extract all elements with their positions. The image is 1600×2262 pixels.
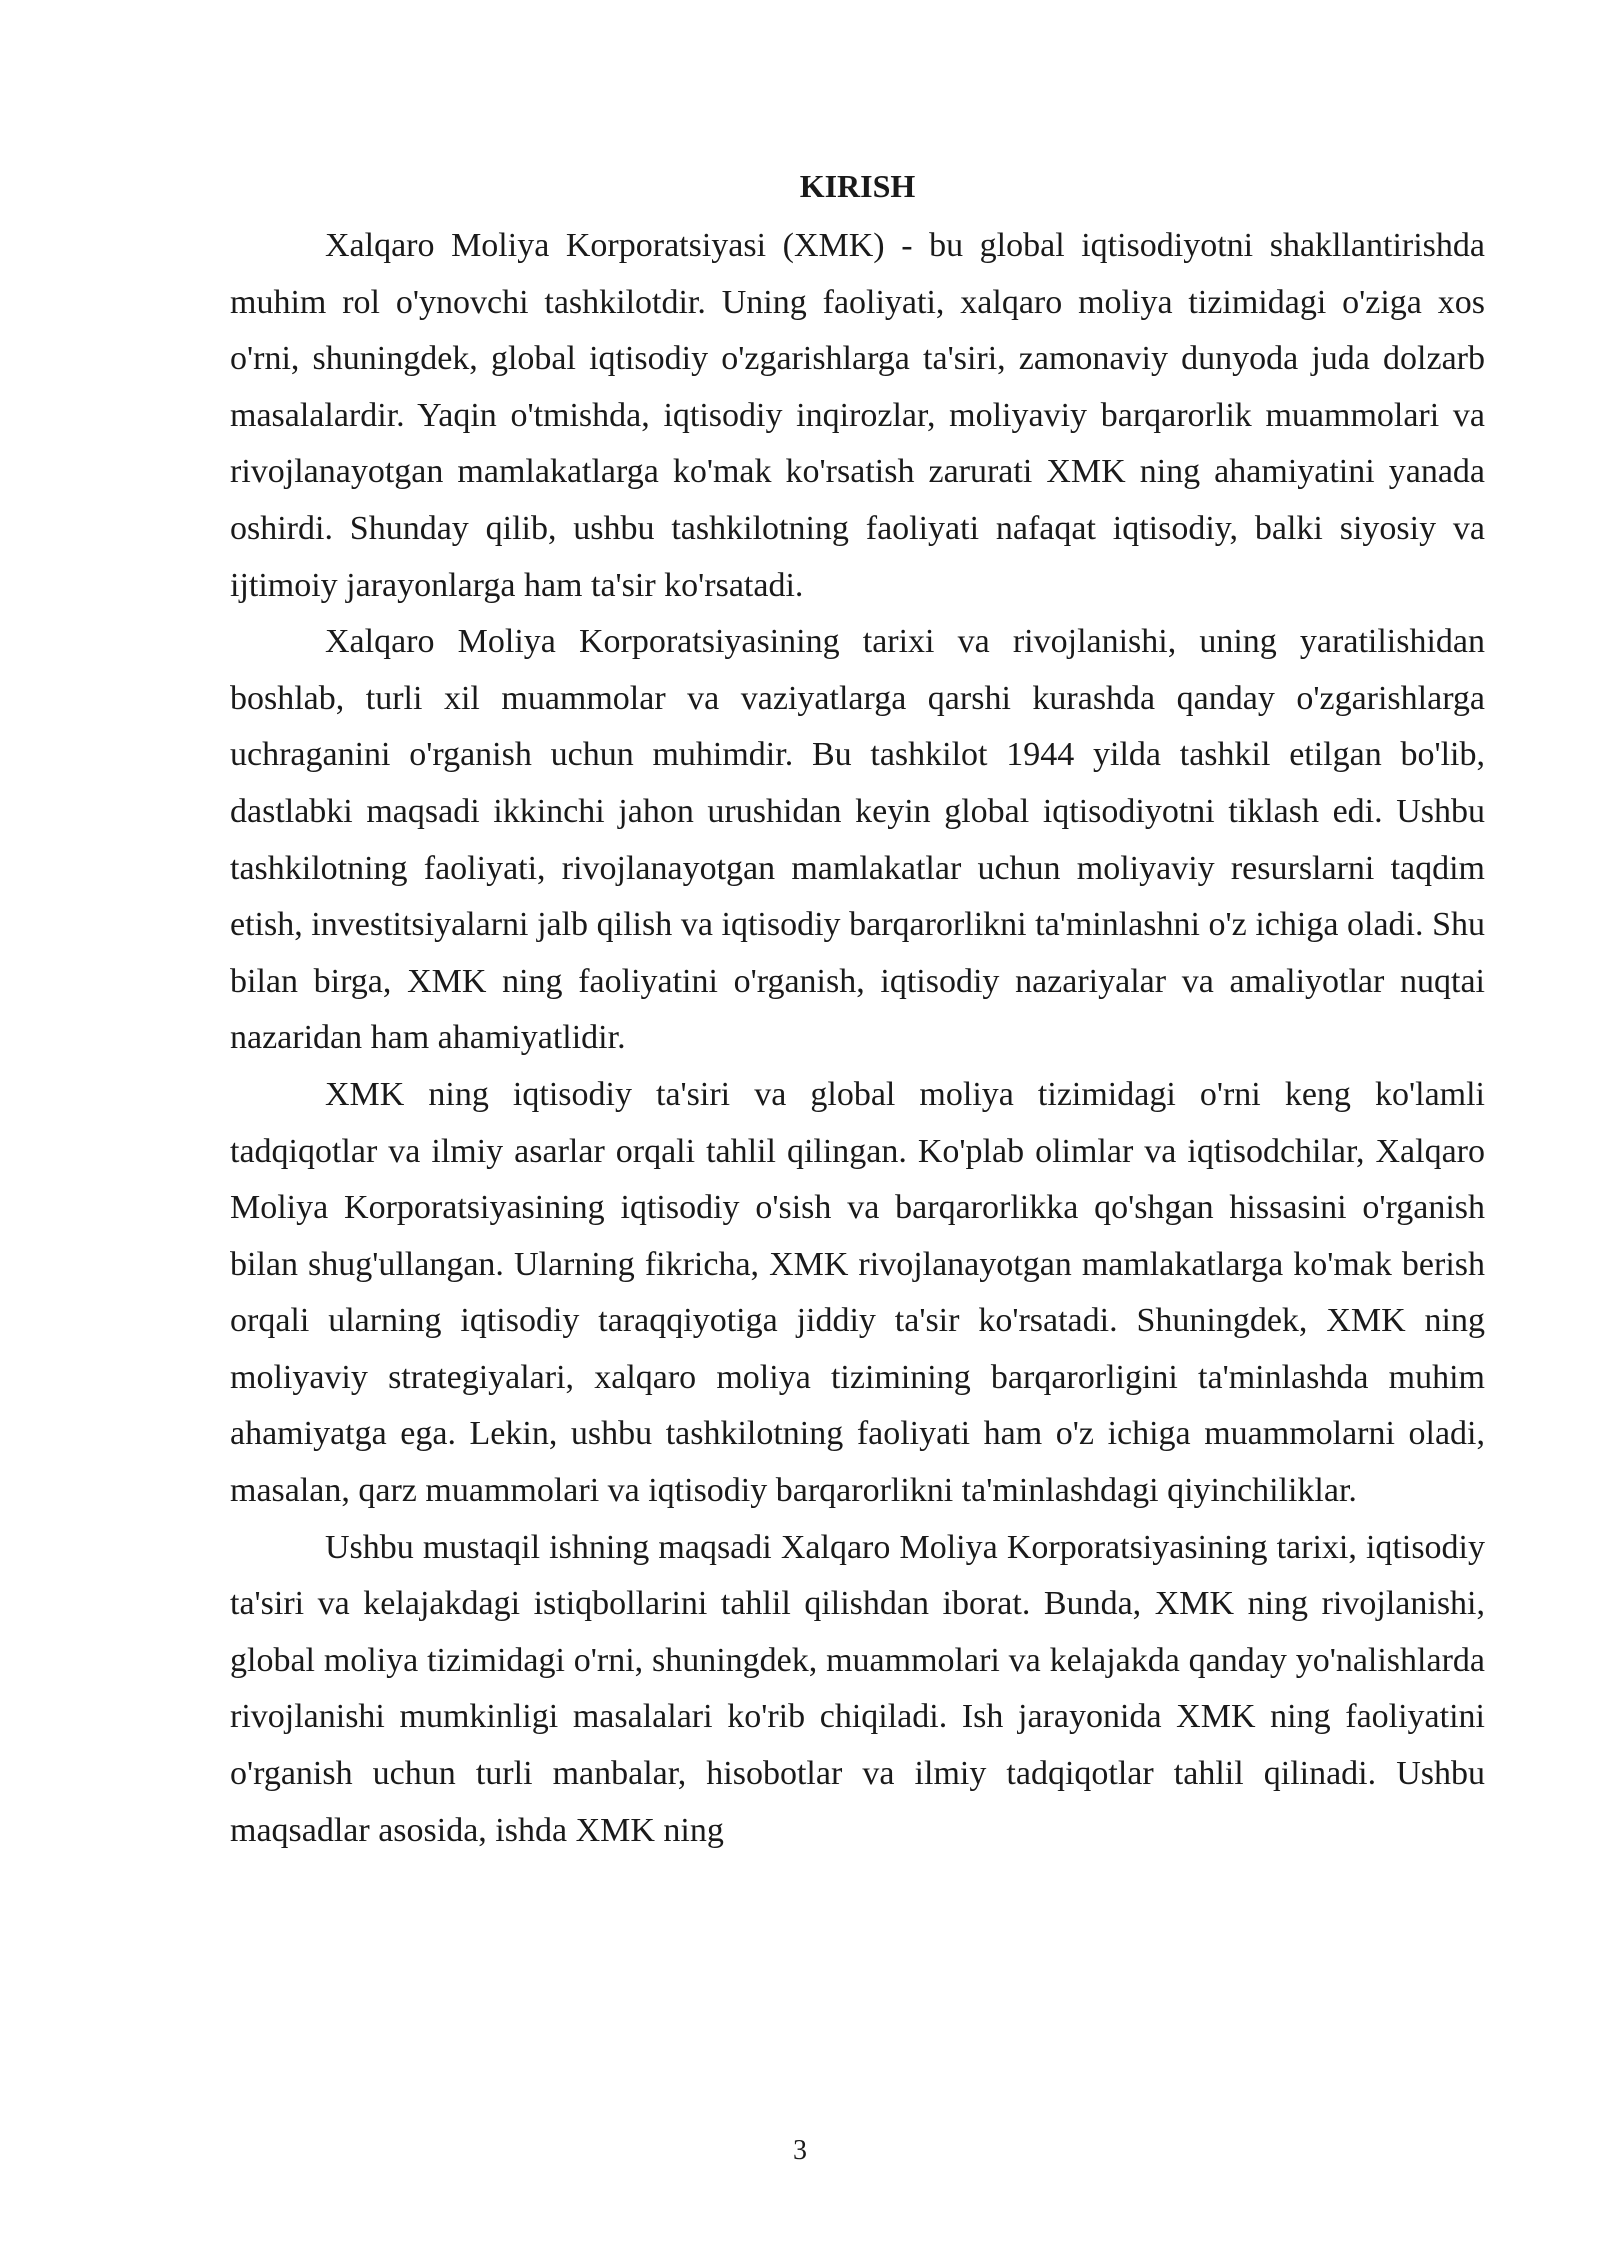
paragraph-1: Xalqaro Moliya Korporatsiyasi (XMK) - bu global iqtisodiyotni shakllantirishda muhim rol o'ynovchi tashkilotdir. Uning faoliyati, xalqaro moliya tizimidagi o'ziga xos o'rni, shuningdek, global iqtisodiy o'zgarishlarga ta'siri, zamonaviy dunyoda juda dolzarb masalalardir. Yaqin o'tmishda, iqtisodiy inqirozlar, moliyaviy barqarorlik muammolari va rivojlanayotgan mamlakatlarga ko'mak ko'rsatish zarurati XMK ning ahamiyatini yanada oshirdi. Shunday qilib, ushbu tashkilotning faoliyati nafaqat iqtisodiy, balki siyosiy va ijtimoiy jarayonlarga ham ta'sir ko'rsatadi. [230,227,1485,604]
section-title: KIRISH [799,168,916,204]
paragraph-2: Xalqaro Moliya Korporatsiyasining tarixi va rivojlanishi, uning yaratilishidan boshlab, turli xil muammolar va vaziyatlarga qarshi kurashda qanday o'zgarishlarga uchraganini o'rganish uchun muhimdir. Bu tashkilot 1944 yilda tashkil etilgan bo'lib, dastlabki maqsadi ikkinchi jahon urushidan keyin global iqtisodiyotni tiklash edi. Ushbu tashkilotning faoliyati, rivojlanayotgan mamlakatlar uchun moliyaviy resurslarni taqdim etish, investitsiyalarni jalb qilish va iqtisodiy barqarorlikni ta'minlashni o'z ichiga oladi. Shu bilan birga, XMK ning faoliyatini o'rganish, iqtisodiy nazariyalar va amaliyotlar nuqtai nazaridan ham ahamiyatlidir. [230,623,1485,1057]
paragraph-3: XMK ning iqtisodiy ta'siri va global moliya tizimidagi o'rni keng ko'lamli tadqiqotlar va ilmiy asarlar orqali tahlil qilingan. Ko'plab olimlar va iqtisodchilar, Xalqaro Moliya Korporatsiyasining iqtisodiy o'sish va barqarorlikka qo'shgan hissasini o'rganish bilan shug'ullangan. Ularning fikricha, XMK rivojlanayotgan mamlakatlarga ko'mak berish orqali ularning iqtisodiy taraqqiyotiga jiddiy ta'sir ko'rsatadi. Shuningdek, XMK ning moliyaviy strategiyalari, xalqaro moliya tizimining barqarorligini ta'minlashda muhim ahamiyatga ega. Lekin, ushbu tashkilotning faoliyati ham o'z ichiga muammolarni oladi, masalan, qarz muammolari va iqtisodiy barqarorlikni ta'minlashdagi qiyinchiliklar. [230,1075,1485,1510]
page-content [230,162,1485,1859]
page-number: 3 [793,2135,807,2166]
paragraph-4: Ushbu mustaqil ishning maqsadi Xalqaro Moliya Korporatsiyasining tarixi, iqtisodiy ta'siri va kelajakdagi istiqbollarini tahlil qilishdan iborat. Bunda, XMK ning rivojlanishi, global moliya tizimidagi o'rni, shuningdek, muammolari va kelajakda qanday yo'nalishlarda rivojlanishi mumkinligi masalalari ko'rib chiqiladi. Ish jarayonida XMK ning faoliyatini o'rganish uchun turli manbalar, hisobotlar va ilmiy tadqiqotlar tahlil qilinadi. Ushbu maqsadlar asosida, ishda XMK ning [230,1528,1485,1849]
